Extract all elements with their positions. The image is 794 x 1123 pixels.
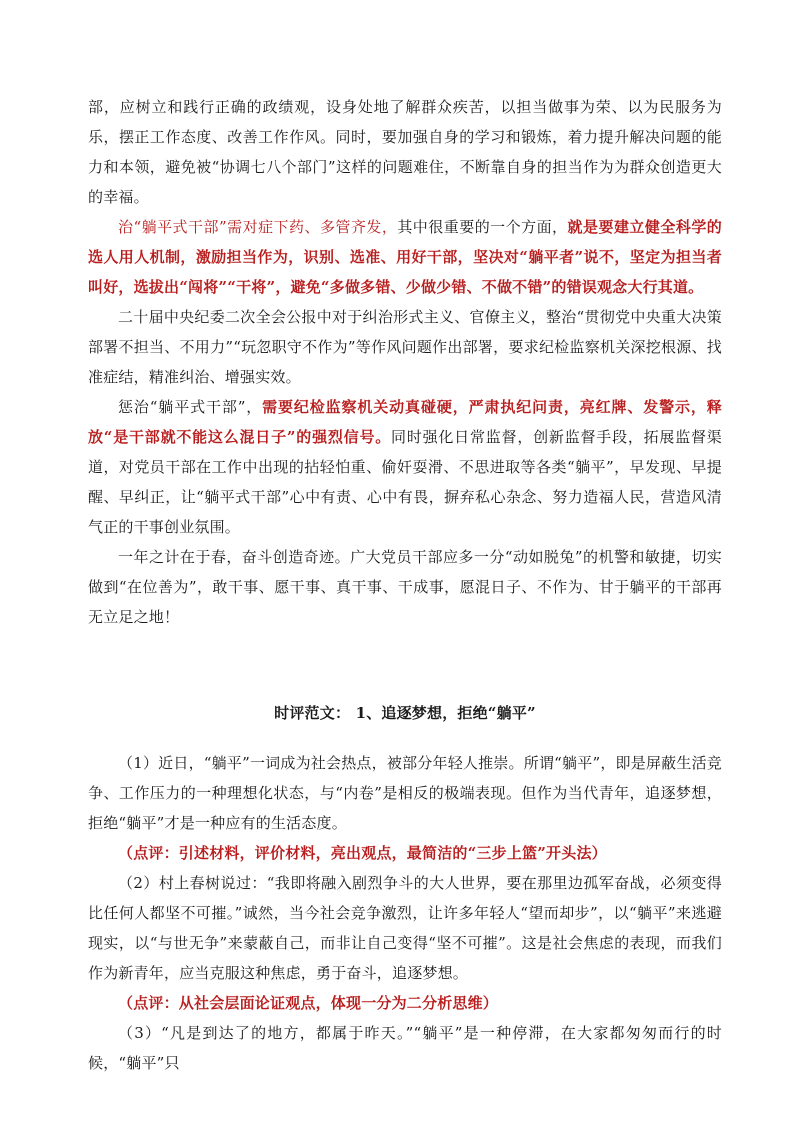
paragraph-2-mid: 其中很重要的一个方面， (397, 218, 568, 236)
essay-paragraph-1: （1）近日，“躺平”一词成为社会热点，被部分年轻人推崇。所谓“躺平”，即是屏蔽生活竞争、工作压力的一种理想化状态，与“内卷”是相反的极端表现。但作为当代青年，追逐梦想，拒绝“躺平”才是一种应有的生活态度。 (88, 754, 722, 832)
paragraph-4-rest: 同时强化日常监督，创新监督手段，拓展监督渠道，对党员干部在工作中出现的拈轻怕重、偷奸耍滑、不思进取等各类“躺平”，早发现、早提醒、早纠正，让“躺平式干部”心中有责、心中有畏，摒弃私心杂念、努力造福人民，营造风清气正的干事创业氛围。 (88, 428, 722, 536)
paragraph-3: 二十届中央纪委二次全会公报中对于纠治形式主义、官僚主义，整治“贯彻党中央重大决策部署不担当、不用力”“玩忽职守不作为”等作风问题作出部署，要求纪检监察机关深挖根源、找准症结，精准纠治、增强实效。 (88, 308, 722, 386)
paragraph-2 (88, 212, 722, 302)
paragraph-2-emphasis: 就是要建立健全科学的选人用人机制，激励担当作为，识别、选准、用好干部，坚决对“躺平者”说不，坚定为担当者叫好，选拔出“闯将”“干将”，避免“多做多错、少做少错、不做不错”的错误观念大行其道。 (88, 218, 722, 296)
paragraph-4-lead: 惩治“躺平式干部”， (118, 398, 263, 416)
section-title: 时评范文： 1、追逐梦想，拒绝“躺平” (274, 704, 536, 722)
paragraph-5: 一年之计在于春，奋斗创造奇迹。广大党员干部应多一分“动如脱兔”的机警和敏捷，切实做到“在位善为”，敢干事、愿干事、真干事、干成事，愿混日子、不作为、甘于躺平的干部再无立足之地！ (88, 548, 722, 626)
paragraph-2-lead: 治“躺平式干部”需对症下药、多管齐发， (118, 218, 398, 236)
document-page (88, 92, 722, 1078)
paragraph-4-emphasis: 需要纪检监察机关动真碰硬，严肃执纪问责，亮红牌、发警示，释放“是干部就不能这么混日子”的强烈信号。 (88, 398, 722, 446)
essay-paragraph-3: （3）“凡是到达了的地方，都属于昨天。”“躺平”是一种停滞，在大家都匆匆而行的时候，“躺平”只 (88, 1024, 722, 1072)
paragraph-4 (88, 392, 722, 542)
paragraph-1: 部，应树立和践行正确的政绩观，设身处地了解群众疾苦，以担当做事为荣、以为民服务为乐，摆正工作态度、改善工作作风。同时，要加强自身的学习和锻炼，着力提升解决问题的能力和本领，避免被“协调七八个部门”这样的问题难住，不断靠自身的担当作为为群众创造更大的幸福。 (88, 98, 722, 206)
essay-comment-1: （点评：引述材料，评价材料，亮出观点，最简洁的“三步上篮”开头法） (118, 844, 607, 862)
essay-paragraph-2: （2）村上春树说过：“我即将融入剧烈争斗的大人世界，要在那里边孤军奋战，必须变得比任何人都坚不可摧。”诚然，当今社会竞争激烈，让许多年轻人“望而却步”，以“躺平”来逃避现实，以“与世无争”来蒙蔽自己，而非让自己变得“坚不可摧”。这是社会焦虑的表现，而我们作为新青年，应当克服这种焦虑，勇于奋斗，追逐梦想。 (88, 874, 722, 982)
essay-comment-2: （点评：从社会层面论证观点，体现一分为二分析思维） (118, 994, 499, 1012)
